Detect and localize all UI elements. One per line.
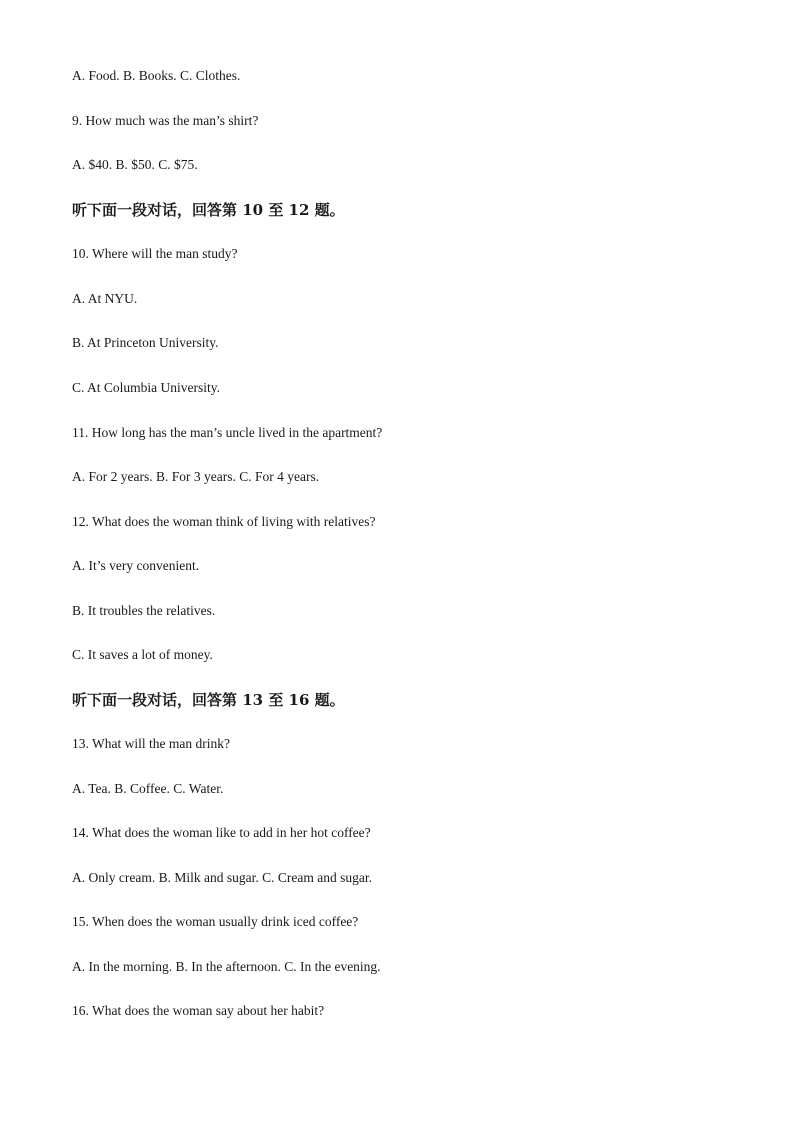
q10-option-c: C. At Columbia University. [72, 380, 220, 395]
section-heading-10-12: 听下面一段对话，回答第 10 至 12 题。 [72, 201, 345, 219]
q9-options: A. $40. B. $50. C. $75. [72, 157, 198, 172]
q13-question: 13. What will the man drink? [72, 736, 230, 751]
q15-question: 15. When does the woman usually drink iced coffee? [72, 914, 359, 929]
q10-option-b: B. At Princeton University. [72, 335, 219, 350]
section-heading-13-16: 听下面一段对话，回答第 13 至 16 题。 [72, 691, 345, 709]
q14-options: A. Only cream. B. Milk and sugar. C. Cream and sugar. [72, 870, 372, 885]
q12-option-a: A. It’s very convenient. [72, 558, 200, 573]
q10-option-a: A. At NYU. [72, 291, 138, 306]
q12-option-b: B. It troubles the relatives. [72, 603, 216, 618]
q11-options: A. For 2 years. B. For 3 years. C. For 4 years. [72, 469, 320, 484]
q12-option-c: C. It saves a lot of money. [72, 647, 213, 662]
q16-question: 16. What does the woman say about her habit? [72, 1003, 325, 1018]
q10-question: 10. Where will the man study? [72, 246, 238, 261]
q15-options: A. In the morning. B. In the afternoon. C. In the evening. [72, 959, 381, 974]
q9-question: 9. How much was the man’s shirt? [72, 113, 259, 128]
q14-question: 14. What does the woman like to add in her hot coffee? [72, 825, 371, 840]
q8-options: A. Food. B. Books. C. Clothes. [72, 68, 241, 83]
q13-options: A. Tea. B. Coffee. C. Water. [72, 781, 224, 796]
q12-question: 12. What does the woman think of living with relatives? [72, 514, 376, 529]
q11-question: 11. How long has the man’s uncle lived in the apartment? [72, 425, 383, 440]
